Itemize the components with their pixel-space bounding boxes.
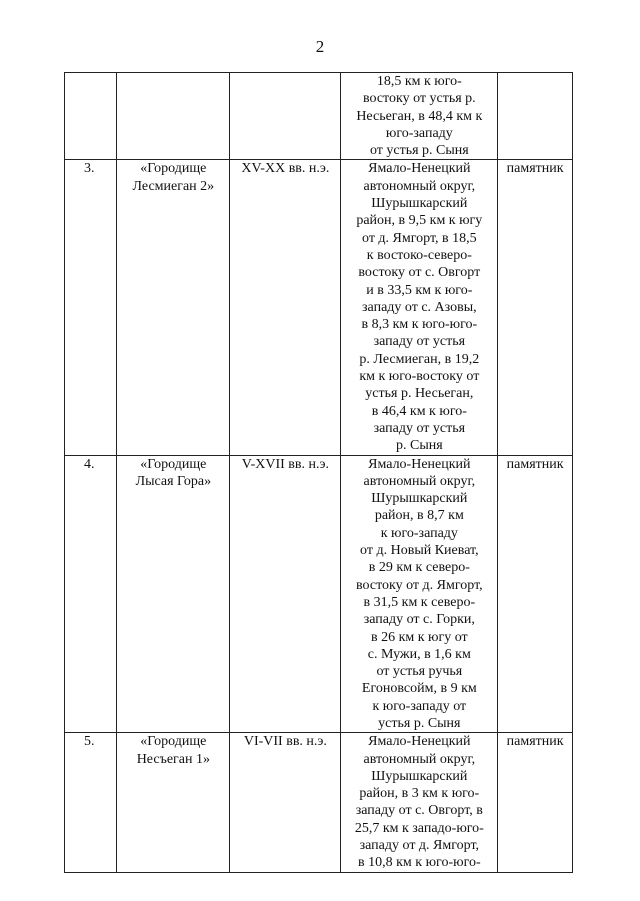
monument-location: Ямало-Ненецкий автономный округ, Шурышкарский район, в 9,5 км к югу от д. Ямгорт, в 18,5 к востоко-северо- востоку от с. Овгорт и в 33,5 км к юго- западу от с. Азовы, в 8,3 км к юго-юго- западу от устья р. Лесмиеган, в 19,2 км к юго-востоку от устья р. Несьеган, в 46,4 км к юго- западу от устья р. Сыня (341, 160, 498, 455)
monument-type: памятник (498, 160, 573, 455)
monument-type: памятник (498, 455, 573, 733)
monument-name: «Городище Лысая Гора» (117, 455, 230, 733)
monument-type: памятник (498, 733, 573, 872)
monument-location: Ямало-Ненецкий автономный округ, Шурышкарский район, в 8,7 км к юго-западу от д. Новый Киеват, в 29 км к северо- востоку от д. Ямгорт, в 31,5 км к северо- западу от с. Горки, в 26 км к югу от с. Мужи, в 1,6 км от устья ручья Егоновсойм, в 9 км к юго-западу от устья р. Сыня (341, 455, 498, 733)
monument-dating: V-XVII вв. н.э. (230, 455, 341, 733)
table-row (65, 160, 573, 455)
row-number: 5. (65, 733, 117, 872)
monuments-table (64, 72, 573, 873)
monument-dating: XV-XX вв. н.э. (230, 160, 341, 455)
monument-type (498, 73, 573, 160)
monument-location: 18,5 км к юго- востоку от устья р. Несьеган, в 48,4 км к юго-западу от устья р. Сыня (341, 73, 498, 160)
monument-name: «Городище Лесмиеган 2» (117, 160, 230, 455)
monument-dating (230, 73, 341, 160)
table-row (65, 733, 573, 872)
page-number: 2 (315, 37, 325, 56)
row-number: 4. (65, 455, 117, 733)
table-row (65, 73, 573, 160)
table-row (65, 455, 573, 733)
row-number (65, 73, 117, 160)
monument-name (117, 73, 230, 160)
monument-location: Ямало-Ненецкий автономный округ, Шурышкарский район, в 3 км к юго- западу от с. Овгорт, в 25,7 км к западо-юго- западу от д. Ямгорт, в 10,8 км к юго-юго- (341, 733, 498, 872)
row-number: 3. (65, 160, 117, 455)
monument-dating: VI-VII вв. н.э. (230, 733, 341, 872)
monument-name: «Городище Несъеган 1» (117, 733, 230, 872)
